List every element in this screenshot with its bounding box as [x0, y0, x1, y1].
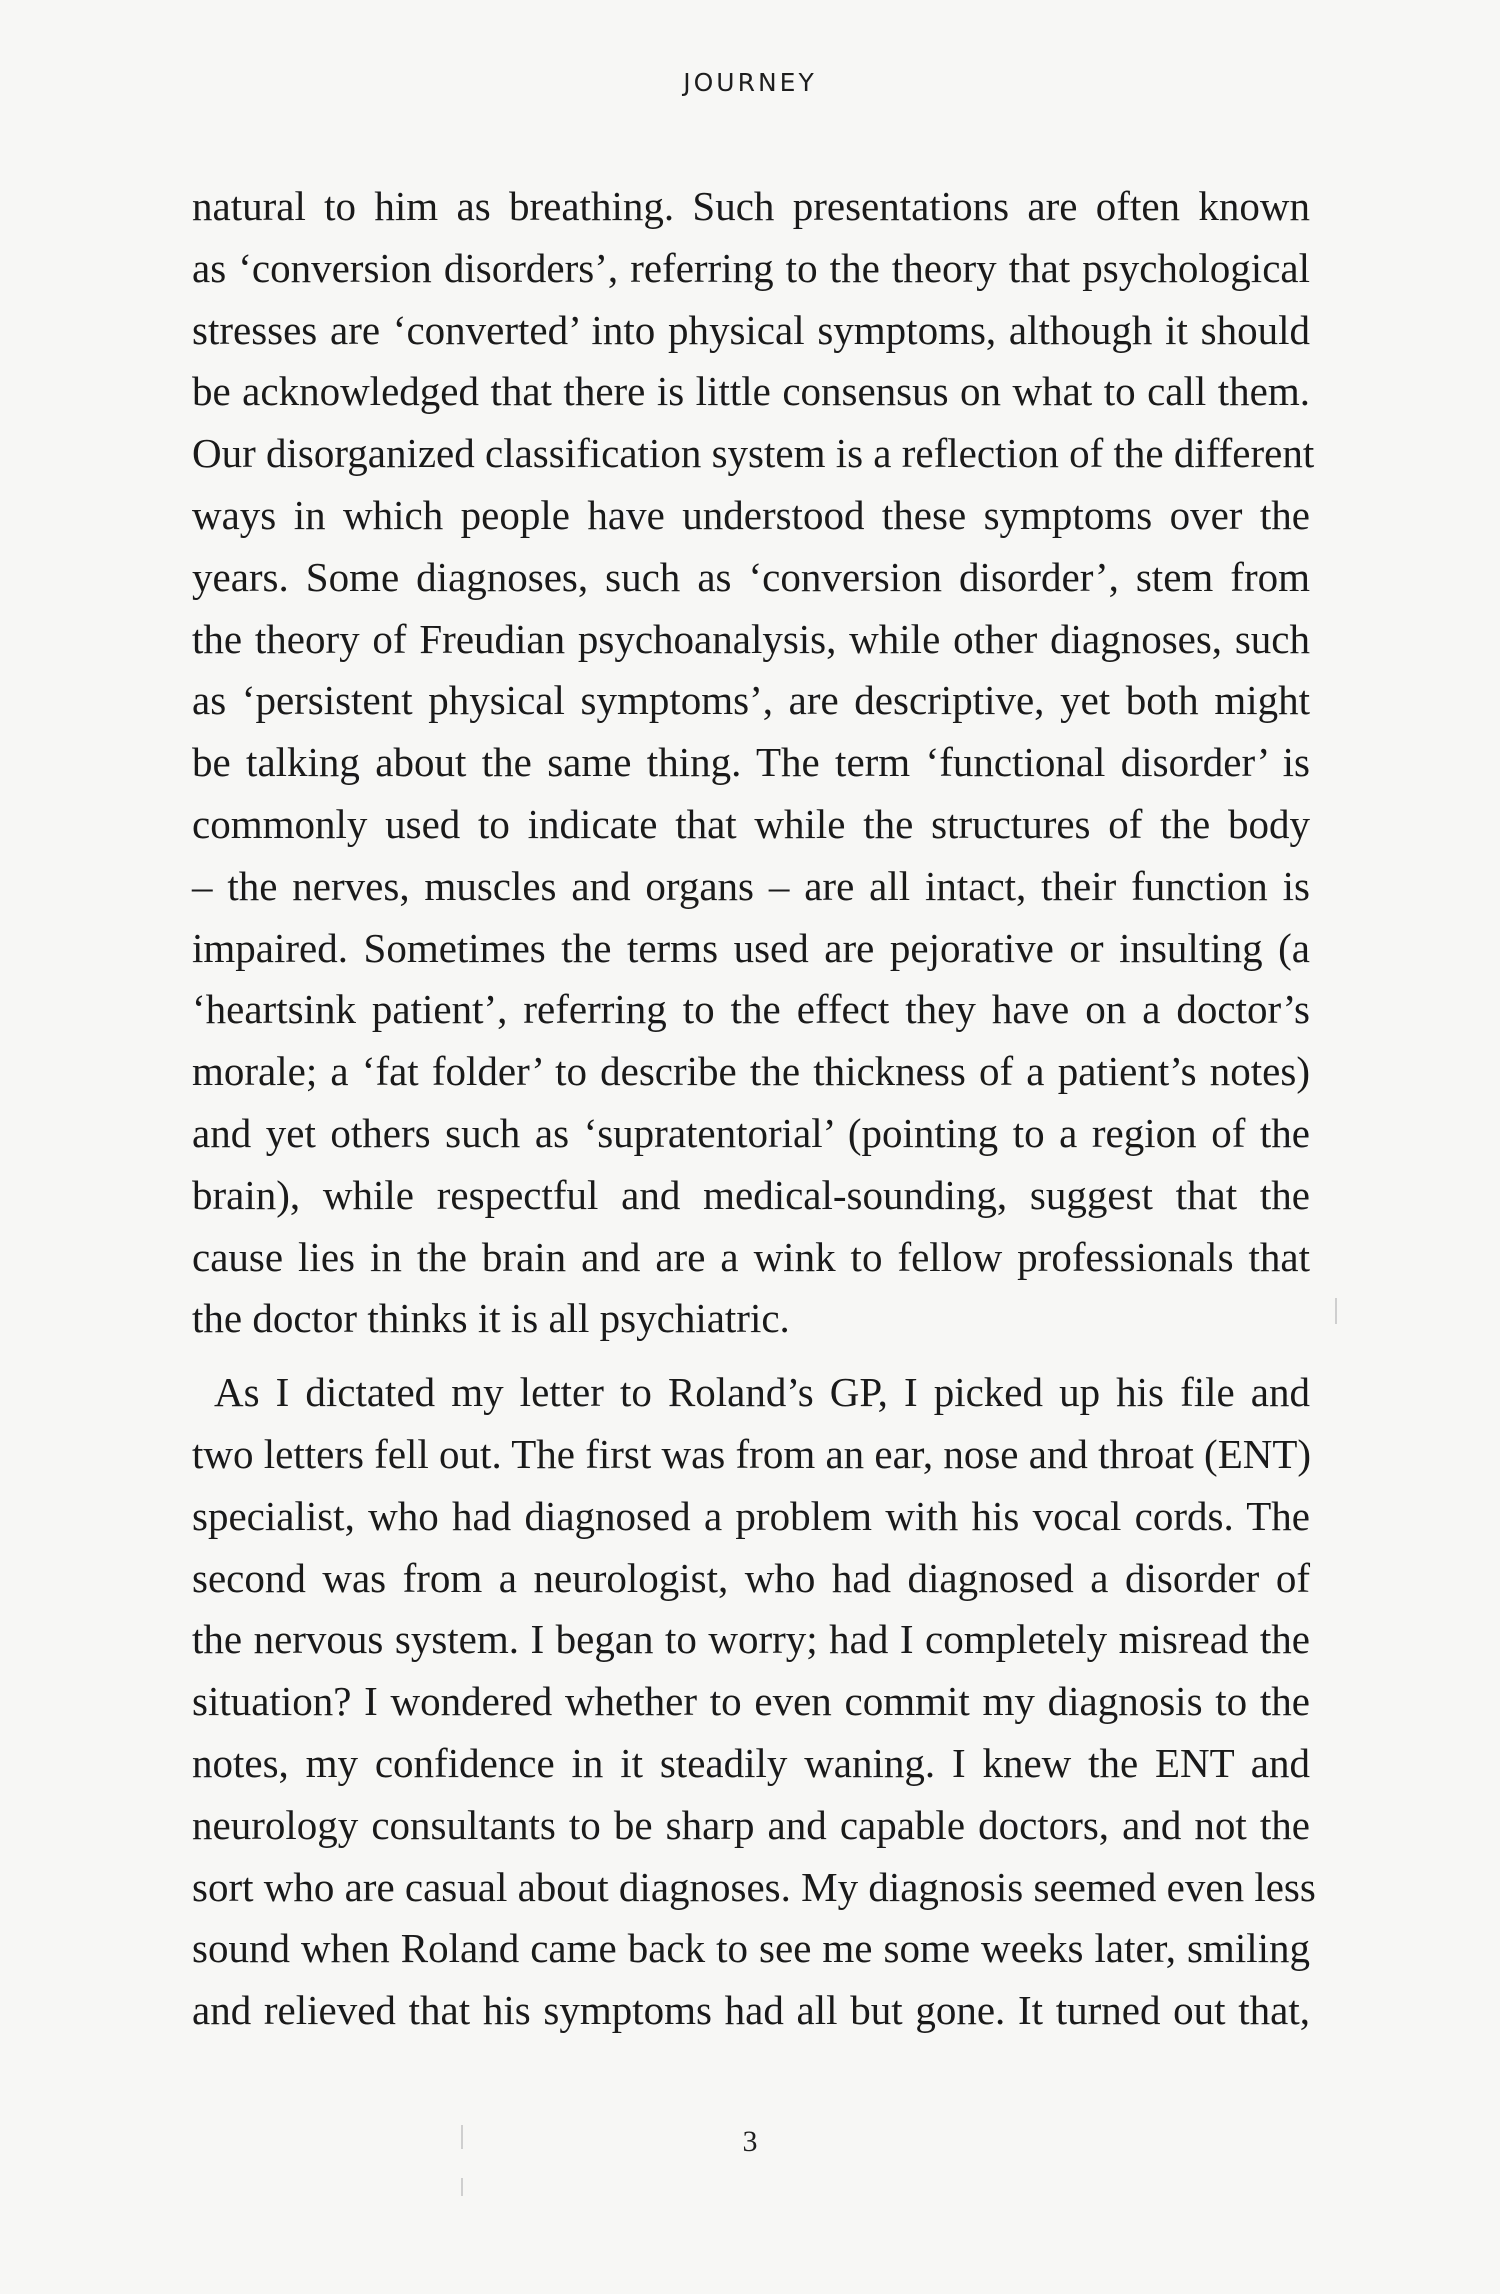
text-line: ‘heartsink patient’, referring to the effect they have on a doctor’s [192, 986, 1310, 1033]
text-line: second was from a neurologist, who had diagnosed a disorder of [192, 1554, 1310, 1601]
text-line: commonly used to indicate that while the structures of the body [192, 800, 1310, 847]
text-line: ways in which people have understood these symptoms over the [192, 491, 1310, 538]
text-line: brain), while respectful and medical-sounding, suggest that the [192, 1171, 1310, 1218]
text-line: As I dictated my letter to Roland’s GP, I picked up his file and [214, 1369, 1310, 1416]
text-line: specialist, who had diagnosed a problem with his vocal cords. The [192, 1492, 1310, 1539]
text-line: as ‘conversion disorders’, referring to the theory that psychological [192, 244, 1310, 291]
scan-mark [1335, 1298, 1337, 1324]
text-line: natural to him as breathing. Such presentations are often known [192, 183, 1310, 229]
text-line: cause lies in the brain and are a wink to fellow professionals that [192, 1233, 1310, 1280]
text-line: impaired. Sometimes the terms used are pejorative or insulting (a [192, 924, 1310, 971]
text-line: be acknowledged that there is little consensus on what to call them. [192, 368, 1310, 415]
text-line: the doctor thinks it is all psychiatric. [192, 1295, 790, 1342]
paragraph-1 [192, 176, 1315, 1350]
scan-mark [461, 2178, 463, 2196]
text-line: morale; a ‘fat folder’ to describe the thickness of a patient’s notes) [192, 1048, 1310, 1095]
text-line: and relieved that his symptoms had all but gone. It turned out that, [192, 1987, 1310, 2034]
text-line: situation? I wondered whether to even commit my diagnosis to the [192, 1678, 1310, 1725]
text-line: the nervous system. I began to worry; had I completely misread the [192, 1616, 1310, 1663]
page-number: 3 [742, 2125, 758, 2158]
text-line: sort who are casual about diagnoses. My diagnosis seemed even less [192, 1863, 1316, 1910]
text-line: neurology consultants to be sharp and capable doctors, and not the [192, 1801, 1310, 1848]
body-text [192, 176, 1316, 2042]
text-line: be talking about the same thing. The term ‘functional disorder’ is [192, 739, 1310, 786]
text-line: as ‘persistent physical symptoms’, are descriptive, yet both might [192, 677, 1310, 724]
text-line: – the nerves, muscles and organs – are all intact, their function is [192, 862, 1310, 909]
running-head: JOURNEY [683, 68, 817, 97]
text-line: sound when Roland came back to see me some weeks later, smiling [192, 1925, 1310, 1972]
paragraph-spacer [192, 1350, 1310, 1362]
text-line: Our disorganized classification system is a reflection of the different [192, 430, 1315, 477]
text-line: and yet others such as ‘supratentorial’ (pointing to a region of the [192, 1109, 1310, 1156]
paragraph-2 [192, 1362, 1316, 2042]
text-line: the theory of Freudian psychoanalysis, while other diagnoses, such [192, 615, 1310, 662]
text-line: notes, my confidence in it steadily waning. I knew the ENT and [192, 1739, 1310, 1786]
text-line: years. Some diagnoses, such as ‘conversion disorder’, stem from [192, 553, 1310, 600]
text-line: two letters fell out. The first was from an ear, nose and throat (ENT) [192, 1430, 1312, 1477]
text-line: stresses are ‘converted’ into physical symptoms, although it should [192, 306, 1310, 353]
